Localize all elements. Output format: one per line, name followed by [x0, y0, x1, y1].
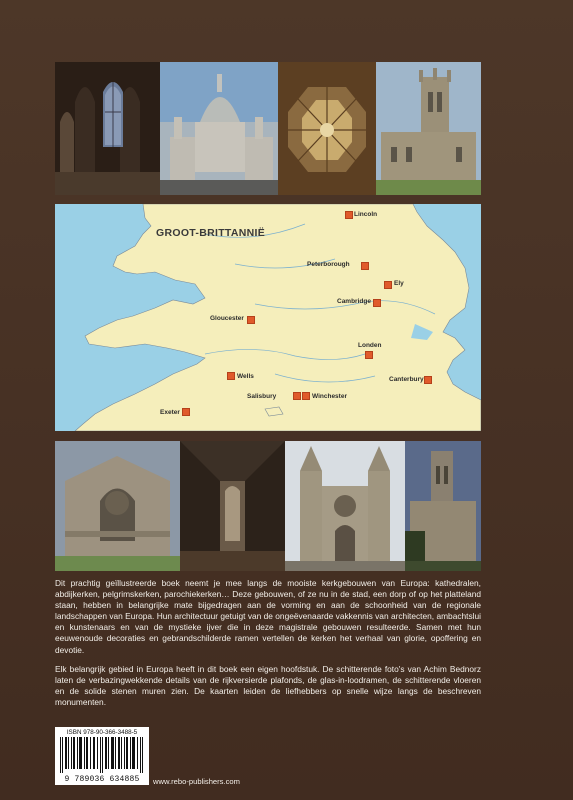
back-cover-blurb — [55, 578, 481, 716]
city-label-gloucester: Gloucester — [210, 315, 244, 322]
marker-ely[interactable] — [384, 281, 392, 289]
bottom-photo-row — [55, 441, 481, 571]
blurb-paragraph-1: Dit prachtig geïllustreerde boek neemt je mee langs de mooiste kerkgebouwen van Europa: kathedralen, abdijkerken, pelgrimskerken, parochiekerken… Deze gebouwen, of ze nu in de stad, een dorp of op het platteland staan, hebben in belangrijke mate bijgedragen aan de vorming en aan de schoonheid van de regionale landschappen van Europa. Hun architectuur getuigt van de ongeëvenaarde vakkennis van architecten, ambachtslui en kunstenaars en van de mystieke ijver die in deze magistrale gebouwen resulteerde. Samen met hun eeuwenoude decoraties en gebrandschilderde ramen vertellen de kerken het verhaal van glorie, opoffering en devotie. — [55, 578, 481, 655]
marker-londen[interactable] — [365, 351, 373, 359]
photo-nave-interior — [180, 441, 285, 571]
photo-gothic-tower — [376, 62, 481, 195]
marker-exeter[interactable] — [182, 408, 190, 416]
city-label-londen: Londen — [358, 342, 382, 349]
marker-salisbury[interactable] — [293, 392, 301, 400]
barcode-digits: 9 789036 634885 — [64, 775, 140, 784]
city-label-peterborough: Peterborough — [307, 261, 350, 268]
city-label-canterbury: Canterbury — [389, 376, 424, 383]
photo-westminster-towers — [285, 441, 405, 571]
marker-cambridge[interactable] — [373, 299, 381, 307]
photo-canterbury-tower — [405, 441, 481, 571]
top-photo-row — [55, 62, 481, 195]
marker-wells[interactable] — [227, 372, 235, 380]
publisher-website[interactable]: www.rebo-publishers.com — [153, 777, 240, 786]
marker-peterborough[interactable] — [361, 262, 369, 270]
photo-st-pauls-dome — [160, 62, 278, 195]
blurb-paragraph-2: Elk belangrijk gebied in Europa heeft in dit boek een eigen hoofdstuk. De schitterende foto's van Achim Bednorz laten de verbazingwekkende details van de rijkversierde plafonds, de glas-in-loodramen, de schitterende vloeren en de solide stenen muren zien. De kaarten leiden de liefhebbers op snelle wijze langs de beschreven monumenten. — [55, 663, 481, 707]
marker-winchester[interactable] — [302, 392, 310, 400]
city-label-ely: Ely — [394, 280, 404, 287]
city-label-exeter: Exeter — [160, 409, 180, 416]
photo-cathedral-interior-window — [55, 62, 160, 195]
barcode-bars — [60, 737, 144, 773]
great-britain-map — [55, 204, 481, 431]
marker-gloucester[interactable] — [247, 316, 255, 324]
city-label-lincoln: Lincoln — [354, 211, 378, 218]
city-label-winchester: Winchester — [312, 393, 347, 400]
map-title: GROOT-BRITTANNIË — [156, 227, 266, 239]
city-label-salisbury: Salisbury — [247, 393, 277, 400]
city-label-cambridge: Cambridge — [337, 298, 371, 305]
marker-lincoln[interactable] — [345, 211, 353, 219]
photo-octagon-vault — [278, 62, 376, 195]
marker-canterbury[interactable] — [424, 376, 432, 384]
isbn-barcode — [55, 727, 149, 785]
city-label-wells: Wells — [237, 373, 254, 380]
photo-exeter-facade — [55, 441, 180, 571]
isbn-number: ISBN 978-90-366-3488-5 — [66, 729, 138, 736]
